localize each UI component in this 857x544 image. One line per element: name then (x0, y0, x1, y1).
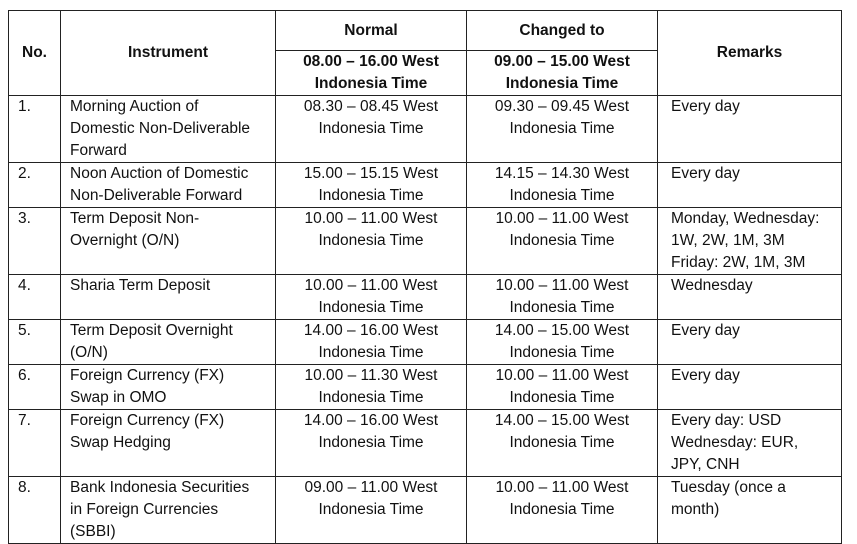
changed-hours-cell (467, 208, 658, 275)
remarks-line: Tuesday (once a (671, 479, 786, 496)
remarks-line: Every day (671, 98, 740, 115)
row-number: 1. (9, 96, 61, 163)
remarks-line: month) (671, 501, 720, 518)
instrument-cell (61, 208, 276, 275)
changed-hours-cell (467, 275, 658, 320)
instrument-cell (61, 365, 276, 410)
changed-hours-line: 10.00 – 11.00 West (495, 367, 629, 384)
instrument-cell (61, 410, 276, 477)
subheader-changed-hours (467, 51, 658, 96)
remarks-line: Every day (671, 322, 740, 339)
changed-hours-cell (467, 410, 658, 477)
normal-hours-line: 14.00 – 16.00 West (303, 412, 439, 429)
changed-hours-cell (467, 320, 658, 365)
remarks-cell (658, 365, 842, 410)
normal-hours-line: 14.00 – 16.00 West (303, 322, 439, 339)
normal-hours-cell (276, 365, 467, 410)
row-number: 8. (9, 477, 61, 544)
changed-hours-cell (467, 477, 658, 544)
remarks-cell (658, 320, 842, 365)
header-normal: Normal (276, 11, 467, 51)
instrument-line: in Foreign Currencies (70, 501, 219, 518)
changed-hours-line: Indonesia Time (509, 299, 615, 316)
remarks-cell (658, 208, 842, 275)
row-number: 2. (9, 163, 61, 208)
row-number: 3. (9, 208, 61, 275)
remarks-cell (658, 96, 842, 163)
normal-hours-line: 15.00 – 15.15 West (303, 165, 439, 182)
table-row (9, 96, 842, 163)
instrument-line: (O/N) (70, 344, 108, 361)
subheader-normal-line: Indonesia Time (314, 75, 428, 92)
header-instrument: Instrument (61, 11, 276, 96)
changed-hours-cell (467, 96, 658, 163)
changed-hours-line: Indonesia Time (509, 120, 615, 137)
normal-hours-line: 10.00 – 11.00 West (304, 277, 438, 294)
instrument-line: Swap Hedging (70, 434, 171, 451)
normal-hours-line: 10.00 – 11.30 West (304, 367, 438, 384)
changed-hours-line: 10.00 – 11.00 West (495, 479, 629, 496)
schedule-table (8, 10, 842, 544)
header-changed: Changed to (467, 11, 658, 51)
remarks-line: 1W, 2W, 1M, 3M (671, 232, 785, 249)
changed-hours-line: 10.00 – 11.00 West (495, 277, 629, 294)
instrument-line: Noon Auction of Domestic (70, 165, 249, 182)
header-no: No. (9, 11, 61, 96)
normal-hours-cell (276, 163, 467, 208)
remarks-line: Every day: USD (671, 412, 782, 429)
instrument-line: Non-Deliverable Forward (70, 187, 243, 204)
normal-hours-line: Indonesia Time (318, 344, 424, 361)
changed-hours-line: 09.30 – 09.45 West (494, 98, 630, 115)
instrument-cell (61, 320, 276, 365)
normal-hours-line: 09.00 – 11.00 West (304, 479, 438, 496)
normal-hours-line: Indonesia Time (318, 120, 424, 137)
table-row (9, 477, 842, 544)
changed-hours-line: 14.00 – 15.00 West (494, 412, 630, 429)
remarks-cell (658, 410, 842, 477)
instrument-cell (61, 96, 276, 163)
normal-hours-cell (276, 208, 467, 275)
table-row (9, 410, 842, 477)
table-row (9, 163, 842, 208)
changed-hours-line: Indonesia Time (509, 389, 615, 406)
instrument-line: Bank Indonesia Securities (70, 479, 250, 496)
changed-hours-cell (467, 365, 658, 410)
changed-hours-line: Indonesia Time (509, 187, 615, 204)
instrument-line: Overnight (O/N) (70, 232, 180, 249)
instrument-line: Foreign Currency (FX) (70, 367, 225, 384)
instrument-line: Forward (70, 142, 127, 159)
instrument-line: Sharia Term Deposit (70, 277, 211, 294)
changed-hours-line: Indonesia Time (509, 344, 615, 361)
normal-hours-line: Indonesia Time (318, 299, 424, 316)
normal-hours-cell (276, 96, 467, 163)
instrument-line: (SBBI) (70, 523, 116, 540)
instrument-line: Domestic Non-Deliverable (70, 120, 251, 137)
changed-hours-line: Indonesia Time (509, 501, 615, 518)
remarks-cell (658, 477, 842, 544)
table-row (9, 275, 842, 320)
table-row (9, 208, 842, 275)
remarks-line: Friday: 2W, 1M, 3M (671, 254, 806, 271)
normal-hours-cell (276, 410, 467, 477)
normal-hours-line: 10.00 – 11.00 West (304, 210, 438, 227)
instrument-cell (61, 163, 276, 208)
normal-hours-line: Indonesia Time (318, 389, 424, 406)
subheader-changed-line: 09.00 – 15.00 West (494, 53, 630, 70)
normal-hours-cell (276, 477, 467, 544)
instrument-line: Term Deposit Overnight (70, 322, 233, 339)
changed-hours-line: Indonesia Time (509, 434, 615, 451)
subheader-normal-line: 08.00 – 16.00 West (303, 53, 439, 70)
changed-hours-cell (467, 163, 658, 208)
normal-hours-line: Indonesia Time (318, 187, 424, 204)
remarks-line: Every day (671, 367, 740, 384)
normal-hours-line: Indonesia Time (318, 232, 424, 249)
remarks-line: Every day (671, 165, 740, 182)
changed-hours-line: Indonesia Time (509, 232, 615, 249)
remarks-line: Monday, Wednesday: (671, 210, 820, 227)
row-number: 7. (9, 410, 61, 477)
changed-hours-line: 14.15 – 14.30 West (494, 165, 630, 182)
header-row (9, 11, 842, 51)
normal-hours-line: Indonesia Time (318, 501, 424, 518)
subheader-changed-line: Indonesia Time (505, 75, 619, 92)
subheader-normal-hours (276, 51, 467, 96)
row-number: 4. (9, 275, 61, 320)
remarks-cell (658, 163, 842, 208)
remarks-line: Wednesday (671, 277, 753, 294)
row-number: 6. (9, 365, 61, 410)
changed-hours-line: 14.00 – 15.00 West (494, 322, 630, 339)
table-row (9, 365, 842, 410)
normal-hours-cell (276, 275, 467, 320)
header-remarks: Remarks (658, 11, 842, 96)
remarks-line: Wednesday: EUR, (671, 434, 799, 451)
instrument-line: Foreign Currency (FX) (70, 412, 225, 429)
instrument-cell (61, 477, 276, 544)
instrument-line: Term Deposit Non- (70, 210, 200, 227)
remarks-line: JPY, CNH (671, 456, 740, 473)
changed-hours-line: 10.00 – 11.00 West (495, 210, 629, 227)
instrument-cell (61, 275, 276, 320)
normal-hours-cell (276, 320, 467, 365)
remarks-cell (658, 275, 842, 320)
table-body (9, 96, 842, 544)
instrument-line: Morning Auction of (70, 98, 199, 115)
table-row (9, 320, 842, 365)
normal-hours-line: Indonesia Time (318, 434, 424, 451)
normal-hours-line: 08.30 – 08.45 West (303, 98, 439, 115)
instrument-line: Swap in OMO (70, 389, 167, 406)
row-number: 5. (9, 320, 61, 365)
